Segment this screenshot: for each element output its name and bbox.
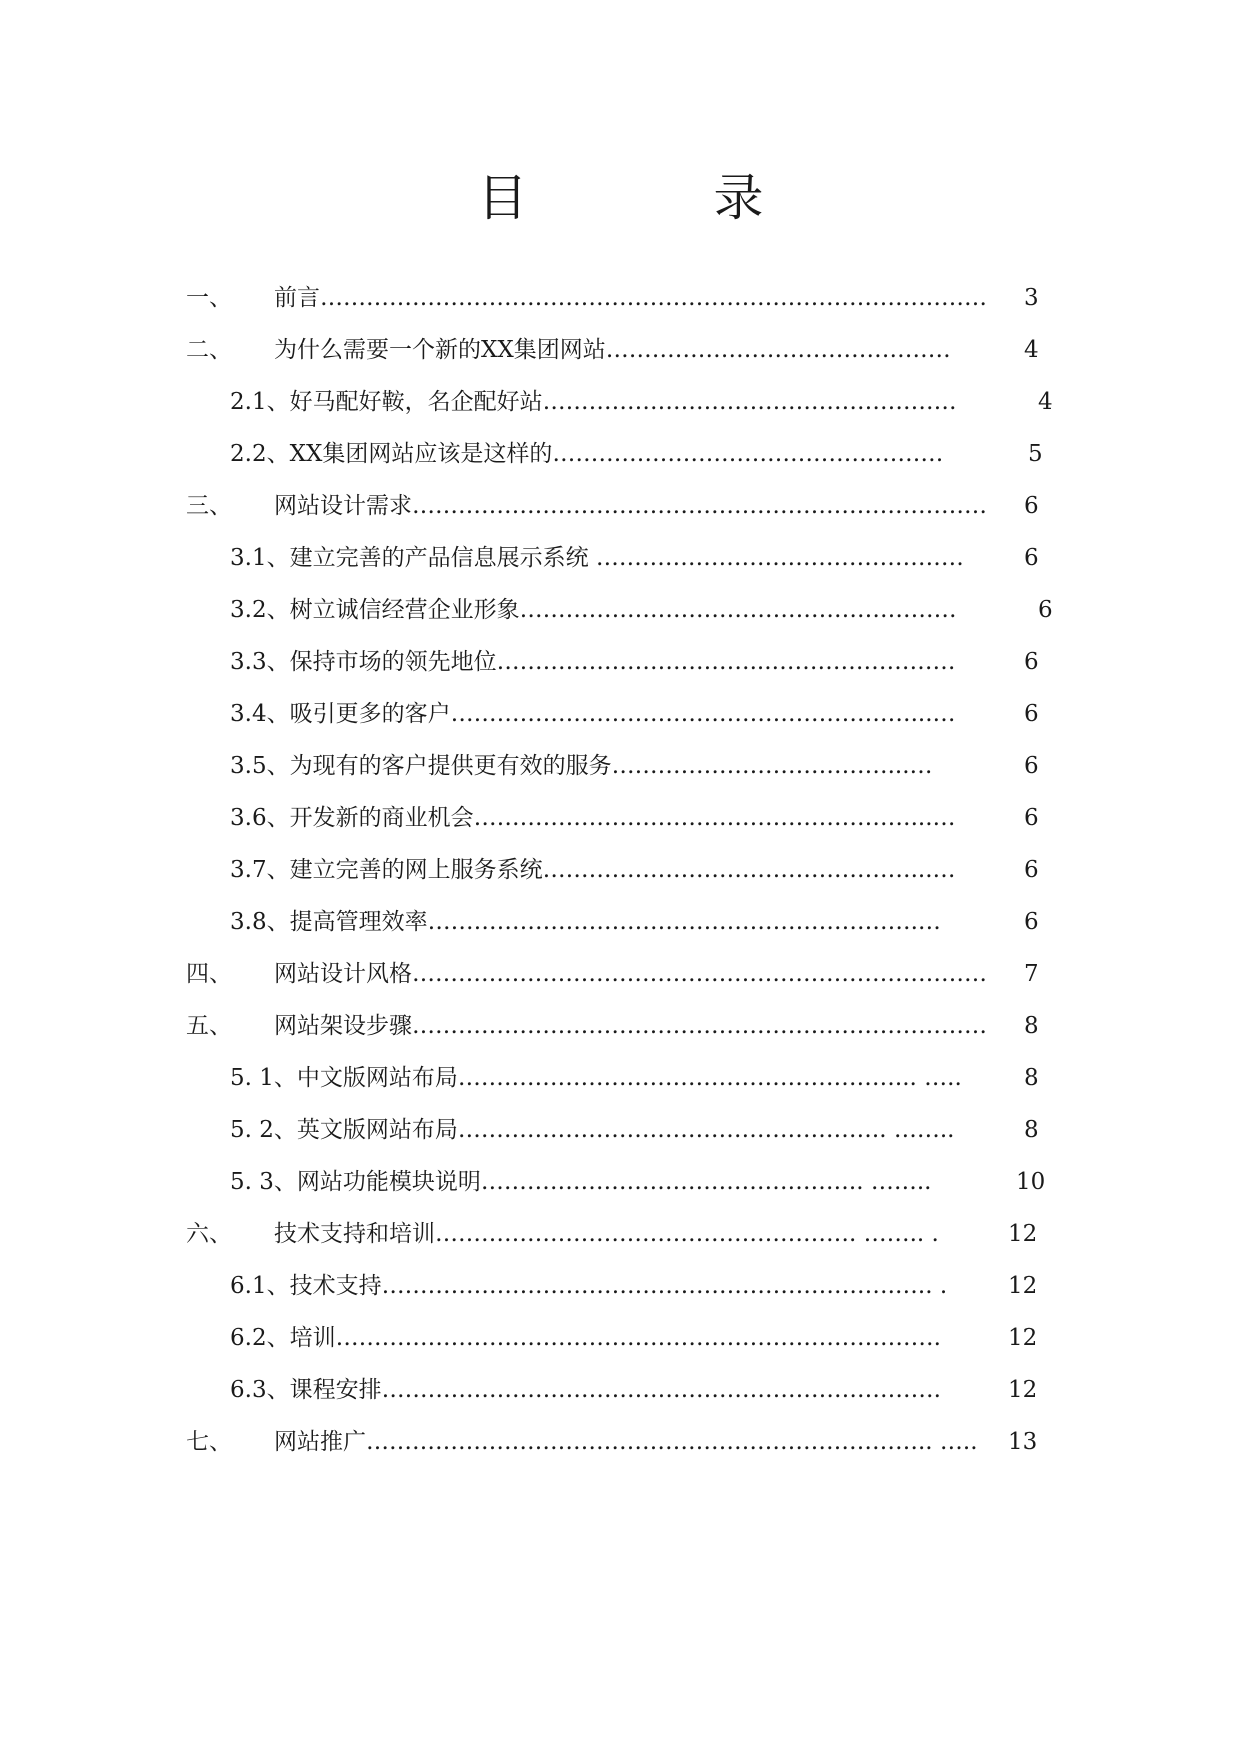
toc-entry-number: 一、 [186,285,232,311]
toc-entry-title: 3.5、为现有的客户提供更有效的服务………………………………...… [230,753,933,779]
toc-entry-page: 6 [1024,701,1039,727]
toc-entry[interactable] [186,1424,1046,1460]
toc-entry[interactable] [230,1268,1060,1304]
toc-entry[interactable] [230,540,1060,576]
toc-entry-title: 5. 3、网站功能模块说明………………………………………….. …….. [230,1169,932,1195]
toc-entry-title: 前言…………………………………………………………………………… [274,285,987,311]
toc-entry-title: 3.3、保持市场的领先地位……………………………...…………………… [230,649,956,675]
toc-entry-title: 2.1、好马配好鞍，名企配好站……………………………………………… [230,389,957,415]
toc-entry-page: 6 [1024,805,1039,831]
toc-entry-page: 4 [1024,337,1039,363]
toc-entry-page: 12 [1008,1221,1038,1247]
toc-entry[interactable] [230,852,1060,888]
toc-entry[interactable] [186,956,1046,992]
toc-entry-page: 10 [1016,1169,1046,1195]
toc-entry-title: 网站架设步骤………………………………………………………………… [274,1013,987,1039]
toc-entry-page: 6 [1024,493,1039,519]
toc-entry-title: 3.7、建立完善的网上服务系统…………………………………………...… [230,857,956,883]
toc-entry[interactable] [186,488,1046,524]
toc-entry-page: 3 [1024,285,1039,311]
toc-entry-page: 6 [1024,857,1039,883]
toc-entry-page: 4 [1038,389,1053,415]
toc-entry[interactable] [230,436,1060,472]
toc-entry-title: 6.3、课程安排………………………………………………………………. [230,1377,941,1403]
toc-entry[interactable] [230,384,1060,420]
toc-entry-page: 7 [1024,961,1039,987]
toc-entry-page: 6 [1024,545,1039,571]
toc-entry-page: 6 [1024,753,1039,779]
toc-entry[interactable] [230,1320,1060,1356]
toc-entry-title: 3.1、建立完善的产品信息展示系统 ………………………………………… [230,545,964,571]
toc-entry-title: 5. 2、英文版网站布局……………………………………………….. …….. [230,1117,955,1143]
toc-entry-page: 6 [1038,597,1053,623]
toc-entry[interactable] [230,644,1060,680]
toc-entry-page: 8 [1024,1065,1039,1091]
toc-entry-page: 6 [1024,909,1039,935]
toc-entry-page: 8 [1024,1013,1039,1039]
toc-entry[interactable] [230,904,1060,940]
toc-entry-number: 五、 [186,1013,232,1039]
toc-entry-page: 12 [1008,1377,1038,1403]
toc-entry-title: 3.4、吸引更多的客户……………………………………………………...… [230,701,956,727]
toc-entry-number: 四、 [186,961,232,987]
toc-entry-page: 8 [1024,1117,1039,1143]
toc-entry[interactable] [230,1372,1060,1408]
toc-entry[interactable] [230,592,1060,628]
toc-entry[interactable] [230,748,1060,784]
toc-entry-page: 12 [1008,1325,1038,1351]
toc-entry-page: 12 [1008,1273,1038,1299]
toc-entry[interactable] [230,1060,1060,1096]
toc-entry-title: 网站设计风格………………………………………………………………… [274,961,987,987]
toc-entry-title: 为什么需要一个新的XX集团网站……………………………………… [274,337,951,363]
toc-entry-title: 3.8、提高管理效率……………………………………………………….… [230,909,941,935]
toc-entry-title: 6.1、技术支持………………………………………………………….….. . [230,1273,948,1299]
toc-entry-title: 6.2、培训……………………………………………………………………. [230,1325,941,1351]
toc-entry[interactable] [230,1112,1060,1148]
toc-entry-page: 6 [1024,649,1039,675]
toc-entry[interactable] [186,332,1046,368]
toc-entry[interactable] [230,696,1060,732]
toc-entry-number: 六、 [186,1221,232,1247]
toc-entry[interactable] [230,1164,1060,1200]
toc-entry-title: 5. 1、中文版网站布局…………………………………………………... ….. [230,1065,962,1091]
toc-entry-title: 网站设计需求………………………………………………………………… [274,493,987,519]
toc-entry[interactable] [186,1216,1046,1252]
toc-entry-title: 3.6、开发新的商业机会…………………………………………………...… [230,805,956,831]
toc-entry-number: 七、 [186,1429,232,1455]
toc-entry-page: 5 [1028,441,1043,467]
toc-entry[interactable] [230,800,1060,836]
toc-entry-page: 13 [1008,1429,1038,1455]
toc-entry[interactable] [186,280,1046,316]
toc-entry-number: 三、 [186,493,232,519]
toc-entry-title: 技术支持和培训………………………………………………. …….. . [274,1221,939,1247]
toc-entry-title: 网站推广……………………………………………………………….. ….. [274,1429,978,1455]
page-title: 目 录 [477,169,832,227]
toc-entry-title: 3.2、树立诚信经营企业形象………………………………………………… [230,597,957,623]
toc-entry[interactable] [186,1008,1046,1044]
toc-entry-title: 2.2、XX集团网站应该是这样的…………………………………………… [230,441,944,467]
toc-entry-number: 二、 [186,337,232,363]
